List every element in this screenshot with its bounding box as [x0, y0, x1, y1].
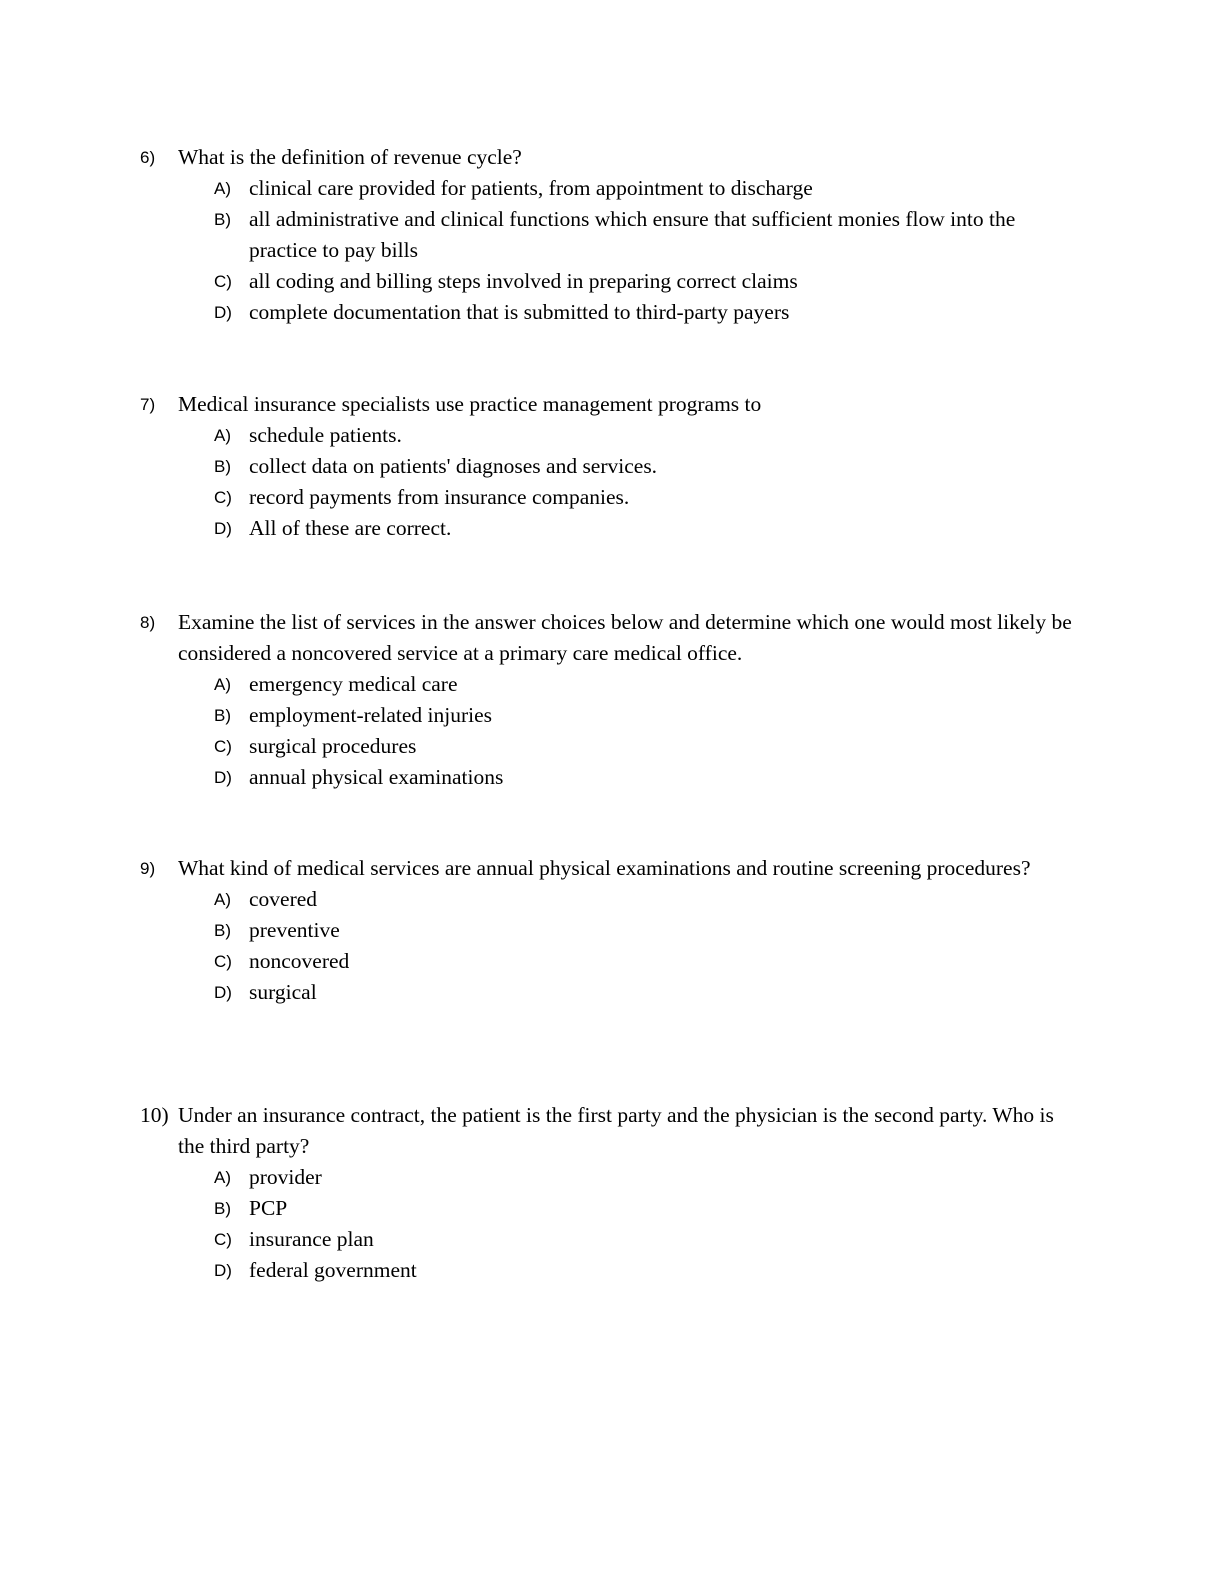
question-text: Under an insurance contract, the patient is the first party and the physician is the second party. Who is the third party?: [178, 1103, 1054, 1158]
option-letter: A): [214, 1168, 231, 1187]
question-text: Medical insurance specialists use practice management programs to: [178, 392, 762, 416]
answer-option-d: [140, 513, 1080, 544]
answer-option-a: [140, 884, 1080, 915]
option-text: federal government: [249, 1258, 417, 1282]
option-letter: B): [214, 457, 231, 476]
question-stem: [140, 142, 1080, 173]
option-letter: C): [214, 952, 232, 971]
question-number: 6): [140, 148, 156, 167]
question-10: [140, 1100, 1080, 1286]
option-letter: C): [214, 737, 232, 756]
answer-option-b: [140, 915, 1080, 946]
question-number: 7): [140, 395, 156, 414]
option-text: provider: [249, 1165, 322, 1189]
option-text: covered: [249, 887, 318, 911]
question-number: 9): [140, 859, 156, 878]
option-text: record payments from insurance companies.: [249, 485, 630, 509]
option-text: preventive: [249, 918, 340, 942]
answer-option-a: [140, 1162, 1080, 1193]
option-letter: D): [214, 519, 232, 538]
option-text: clinical care provided for patients, from appointment to discharge: [249, 176, 813, 200]
question-6: [140, 142, 1080, 328]
answer-option-c: [140, 731, 1080, 762]
answer-option-b: [140, 451, 1080, 482]
answer-options: [140, 669, 1080, 793]
answer-options: [140, 420, 1080, 544]
option-text: annual physical examinations: [249, 765, 504, 789]
question-number: 8): [140, 613, 156, 632]
option-letter: A): [214, 426, 231, 445]
answer-option-a: [140, 173, 1080, 204]
option-letter: D): [214, 1261, 232, 1280]
option-text: collect data on patients' diagnoses and services.: [249, 454, 658, 478]
question-stem: [140, 853, 1080, 884]
answer-option-b: [140, 204, 1080, 266]
answer-option-c: [140, 1224, 1080, 1255]
option-text: schedule patients.: [249, 423, 402, 447]
option-letter: D): [214, 983, 232, 1002]
option-letter: D): [214, 768, 232, 787]
question-stem: [140, 1100, 1080, 1162]
option-text: all coding and billing steps involved in preparing correct claims: [249, 269, 798, 293]
option-text: All of these are correct.: [249, 516, 452, 540]
option-letter: C): [214, 272, 232, 291]
option-text: surgical procedures: [249, 734, 417, 758]
answer-options: [140, 1162, 1080, 1286]
option-letter: A): [214, 675, 231, 694]
option-letter: A): [214, 179, 231, 198]
answer-option-d: [140, 977, 1080, 1008]
answer-option-c: [140, 266, 1080, 297]
option-letter: D): [214, 303, 232, 322]
option-letter: B): [214, 1199, 231, 1218]
question-7: [140, 389, 1080, 544]
question-text: What is the definition of revenue cycle?: [178, 145, 522, 169]
answer-option-d: [140, 762, 1080, 793]
answer-option-a: [140, 420, 1080, 451]
question-text: Examine the list of services in the answer choices below and determine which one would most likely be considered a noncovered service at a primary care medical office.: [178, 610, 1072, 665]
option-letter: C): [214, 1230, 232, 1249]
option-letter: B): [214, 210, 231, 229]
answer-options: [140, 173, 1080, 328]
question-9: [140, 853, 1080, 1008]
answer-option-d: [140, 1255, 1080, 1286]
option-letter: A): [214, 890, 231, 909]
answer-option-a: [140, 669, 1080, 700]
option-letter: C): [214, 488, 232, 507]
question-stem: [140, 389, 1080, 420]
answer-option-c: [140, 946, 1080, 977]
option-letter: B): [214, 706, 231, 725]
answer-option-c: [140, 482, 1080, 513]
option-text: surgical: [249, 980, 317, 1004]
question-text: What kind of medical services are annual physical examinations and routine screening procedures?: [178, 856, 1031, 880]
answer-option-b: [140, 1193, 1080, 1224]
answer-option-b: [140, 700, 1080, 731]
option-text: emergency medical care: [249, 672, 458, 696]
answer-options: [140, 884, 1080, 1008]
question-8: [140, 607, 1080, 793]
option-letter: B): [214, 921, 231, 940]
question-stem: [140, 607, 1080, 669]
option-text: complete documentation that is submitted to third-party payers: [249, 300, 790, 324]
option-text: employment-related injuries: [249, 703, 492, 727]
question-number: 10): [140, 1103, 169, 1127]
answer-option-d: [140, 297, 1080, 328]
option-text: all administrative and clinical functions which ensure that sufficient monies flow into the practice to pay bills: [249, 207, 1016, 262]
option-text: insurance plan: [249, 1227, 374, 1251]
option-text: noncovered: [249, 949, 350, 973]
option-text: PCP: [249, 1196, 288, 1220]
